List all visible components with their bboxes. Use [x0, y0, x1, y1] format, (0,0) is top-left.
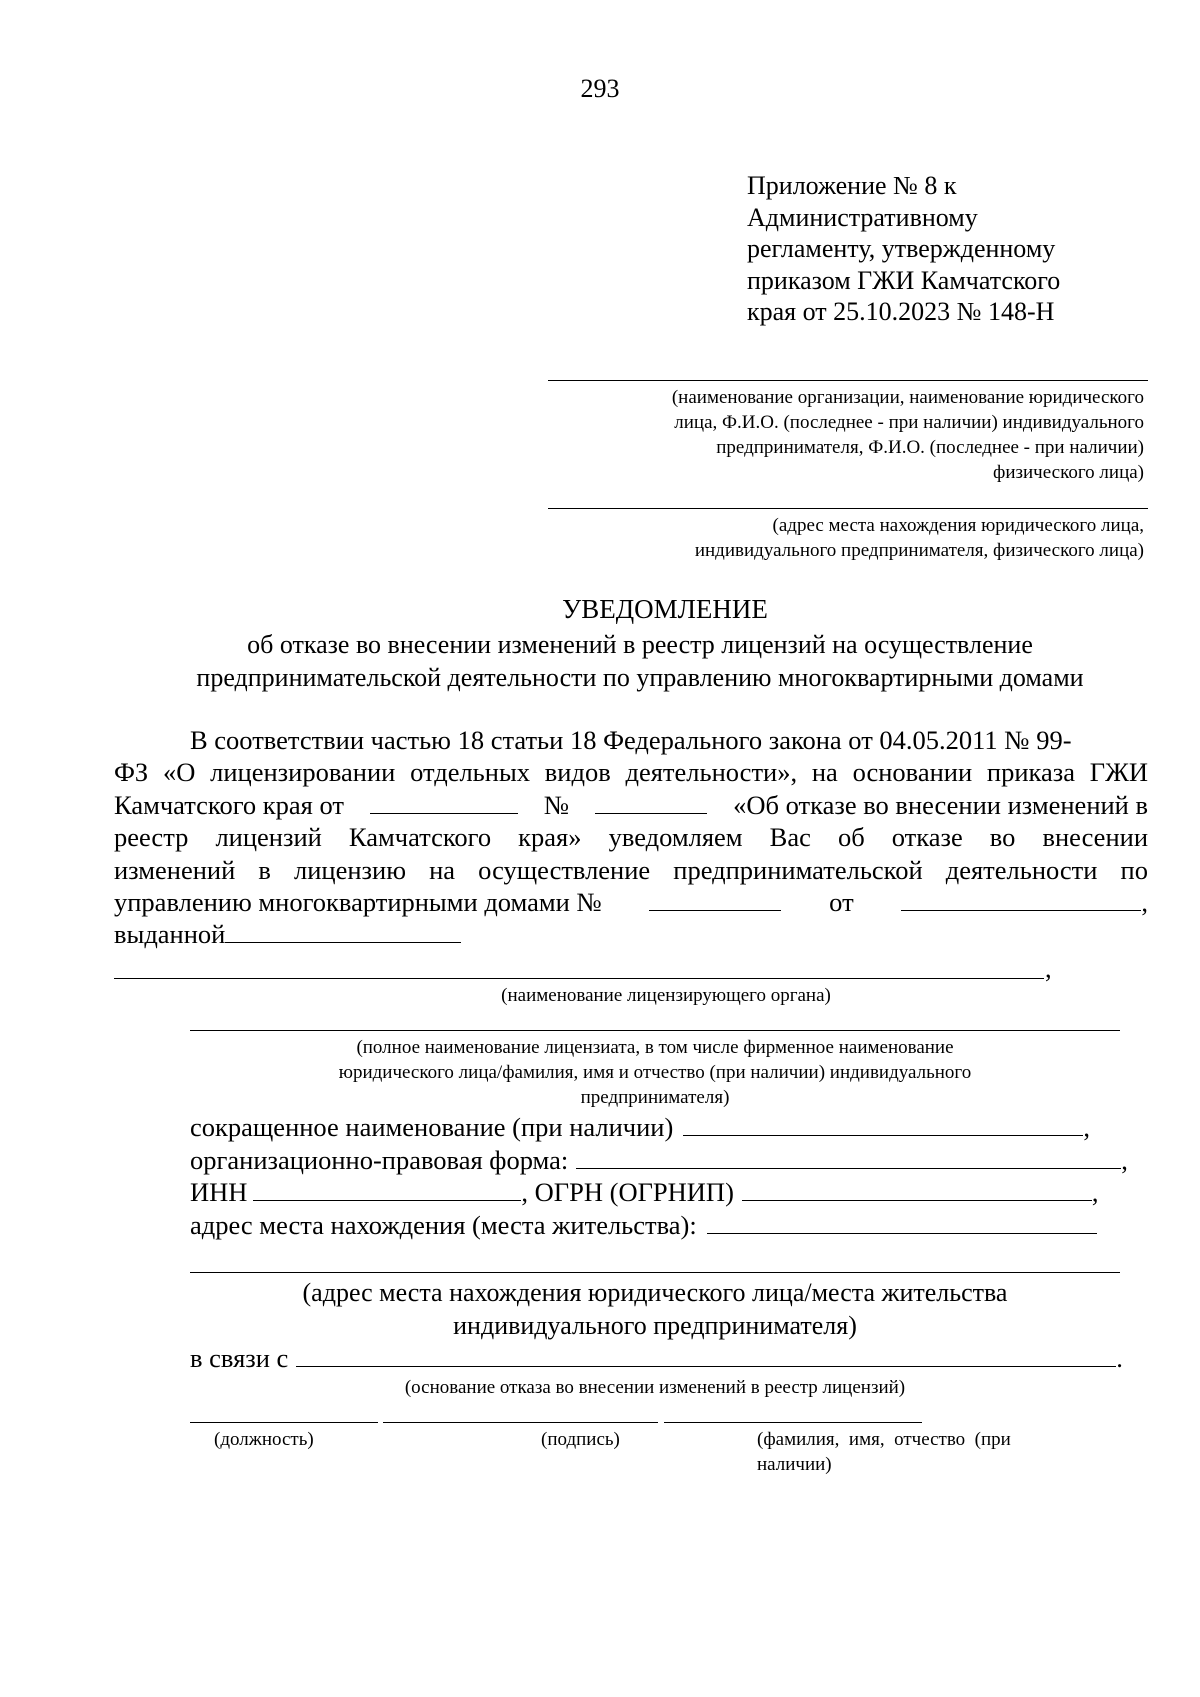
body-line-1: В соответствии частью 18 статьи 18 Федерального закона от 04.05.2011 № 99-: [190, 725, 1072, 755]
order-title-text: «Об отказе во внесении изменений в: [733, 790, 1148, 820]
license-date-label: от: [829, 887, 854, 917]
appendix-line: регламенту, утвержденному: [747, 234, 1056, 263]
comma: ,: [1091, 1177, 1099, 1207]
comma: ,: [1141, 887, 1148, 917]
inn-ogrn-row: [190, 1177, 1099, 1208]
caption-line: наличии): [757, 1454, 832, 1475]
caption-line: лица, Ф.И.О. (последнее - при наличии) индивидуального: [674, 412, 1144, 433]
legal-form-label: организационно-правовая форма:: [190, 1145, 569, 1175]
position-line[interactable]: [190, 1422, 378, 1423]
order-date-label: Камчатского края от: [114, 790, 344, 820]
license-date-field[interactable]: [901, 888, 1141, 911]
caption-line: физического лица): [993, 462, 1144, 483]
appendix-block: [747, 170, 1060, 328]
fio-line[interactable]: [664, 1422, 922, 1423]
recipient-name-caption: [672, 385, 1144, 485]
reason-field[interactable]: [296, 1344, 1116, 1367]
document-title: УВЕДОМЛЕНИЕ: [562, 594, 768, 624]
comma: ,: [1083, 1112, 1090, 1142]
appendix-line: приказом ГЖИ Камчатского: [747, 265, 1061, 295]
position-caption: (должность): [214, 1429, 314, 1450]
caption-line: (полное наименование лицензиата, в том числе фирменное наименование: [356, 1037, 954, 1058]
body-line-7: [114, 918, 461, 951]
caption-line: индивидуального предпринимателя): [453, 1311, 857, 1340]
license-number-label: управлению многоквартирными домами №: [114, 887, 602, 917]
caption-line: предпринимателя, Ф.И.О. (последнее - при наличии): [716, 437, 1144, 458]
address-row: [190, 1210, 1097, 1241]
legal-form-field[interactable]: [576, 1146, 1121, 1169]
body-line-3: [114, 789, 1148, 822]
licensing-body-line[interactable]: [114, 978, 1044, 979]
inn-field[interactable]: [253, 1178, 521, 1201]
appendix-line: Административному: [747, 202, 978, 232]
period: .: [1116, 1343, 1123, 1373]
reason-label: в связи с: [190, 1343, 289, 1373]
short-name-field[interactable]: [683, 1113, 1083, 1136]
inn-label: ИНН: [190, 1177, 248, 1207]
caption-line: юридического лица/фамилия, имя и отчество (при наличии) индивидуального: [338, 1062, 972, 1083]
comma: ,: [1121, 1145, 1128, 1175]
body-line-6: [114, 886, 1148, 919]
caption-line: (фамилия, имя, отчество (при: [757, 1429, 1011, 1450]
short-name-label: сокращенное наименование (при наличии): [190, 1112, 674, 1142]
licensee-name-line[interactable]: [190, 1030, 1120, 1031]
address-large-caption: [190, 1276, 1120, 1342]
body-line-2: ФЗ «О лицензировании отдельных видов деятельности», на основании приказа ГЖИ: [114, 757, 1148, 787]
subtitle-line: предпринимательской деятельности по управлению многоквартирными домами: [196, 663, 1084, 692]
ogrn-label: , ОГРН (ОГРНИП): [521, 1177, 734, 1207]
caption-line: индивидуального предпринимателя, физического лица): [694, 540, 1144, 561]
license-number-field[interactable]: [649, 888, 781, 911]
order-number-field[interactable]: [595, 791, 707, 814]
recipient-name-line[interactable]: [548, 380, 1148, 381]
signature-caption: (подпись): [541, 1429, 620, 1450]
order-number-label: №: [543, 790, 570, 820]
document-subtitle: [140, 628, 1140, 694]
legal-form-row: [190, 1145, 1128, 1176]
reason-row: [190, 1343, 1123, 1374]
licensing-body-caption: (наименование лицензирующего органа): [501, 985, 831, 1006]
ogrn-field[interactable]: [742, 1178, 1092, 1201]
licensing-body-comma: ,: [1045, 953, 1052, 983]
licensee-name-caption: [190, 1035, 1120, 1110]
recipient-address-line[interactable]: [548, 508, 1148, 509]
body-line-5: изменений в лицензию на осуществление предпринимательской деятельности по: [114, 855, 1148, 885]
body-line-4: реестр лицензий Камчатского края» уведомляем Вас об отказе во внесении: [114, 822, 1148, 852]
signature-line[interactable]: [383, 1422, 658, 1423]
issued-label: выданной: [114, 919, 226, 949]
caption-line: (адрес места нахождения юридического лица/места жительства: [302, 1278, 1008, 1307]
issued-field[interactable]: [225, 920, 461, 943]
reason-caption: (основание отказа во внесении изменений в реестр лицензий): [404, 1377, 906, 1398]
address-field[interactable]: [707, 1211, 1097, 1234]
address-label: адрес места нахождения (места жительства):: [190, 1210, 697, 1240]
order-date-field[interactable]: [370, 791, 518, 814]
caption-line: предпринимателя): [580, 1087, 730, 1108]
address-line-2[interactable]: [190, 1272, 1120, 1273]
recipient-address-caption: [695, 513, 1144, 563]
caption-line: (адрес места нахождения юридического лица,: [772, 515, 1144, 536]
caption-line: (наименование организации, наименование юридического: [671, 387, 1144, 408]
appendix-line: края от 25.10.2023 № 148-Н: [747, 297, 1055, 326]
page-number: 293: [580, 74, 620, 103]
fio-caption: [757, 1427, 1011, 1477]
subtitle-line: об отказе во внесении изменений в реестр лицензий на осуществление: [247, 630, 1033, 659]
appendix-line: Приложение № 8 к: [747, 171, 957, 200]
short-name-row: [190, 1112, 1090, 1143]
